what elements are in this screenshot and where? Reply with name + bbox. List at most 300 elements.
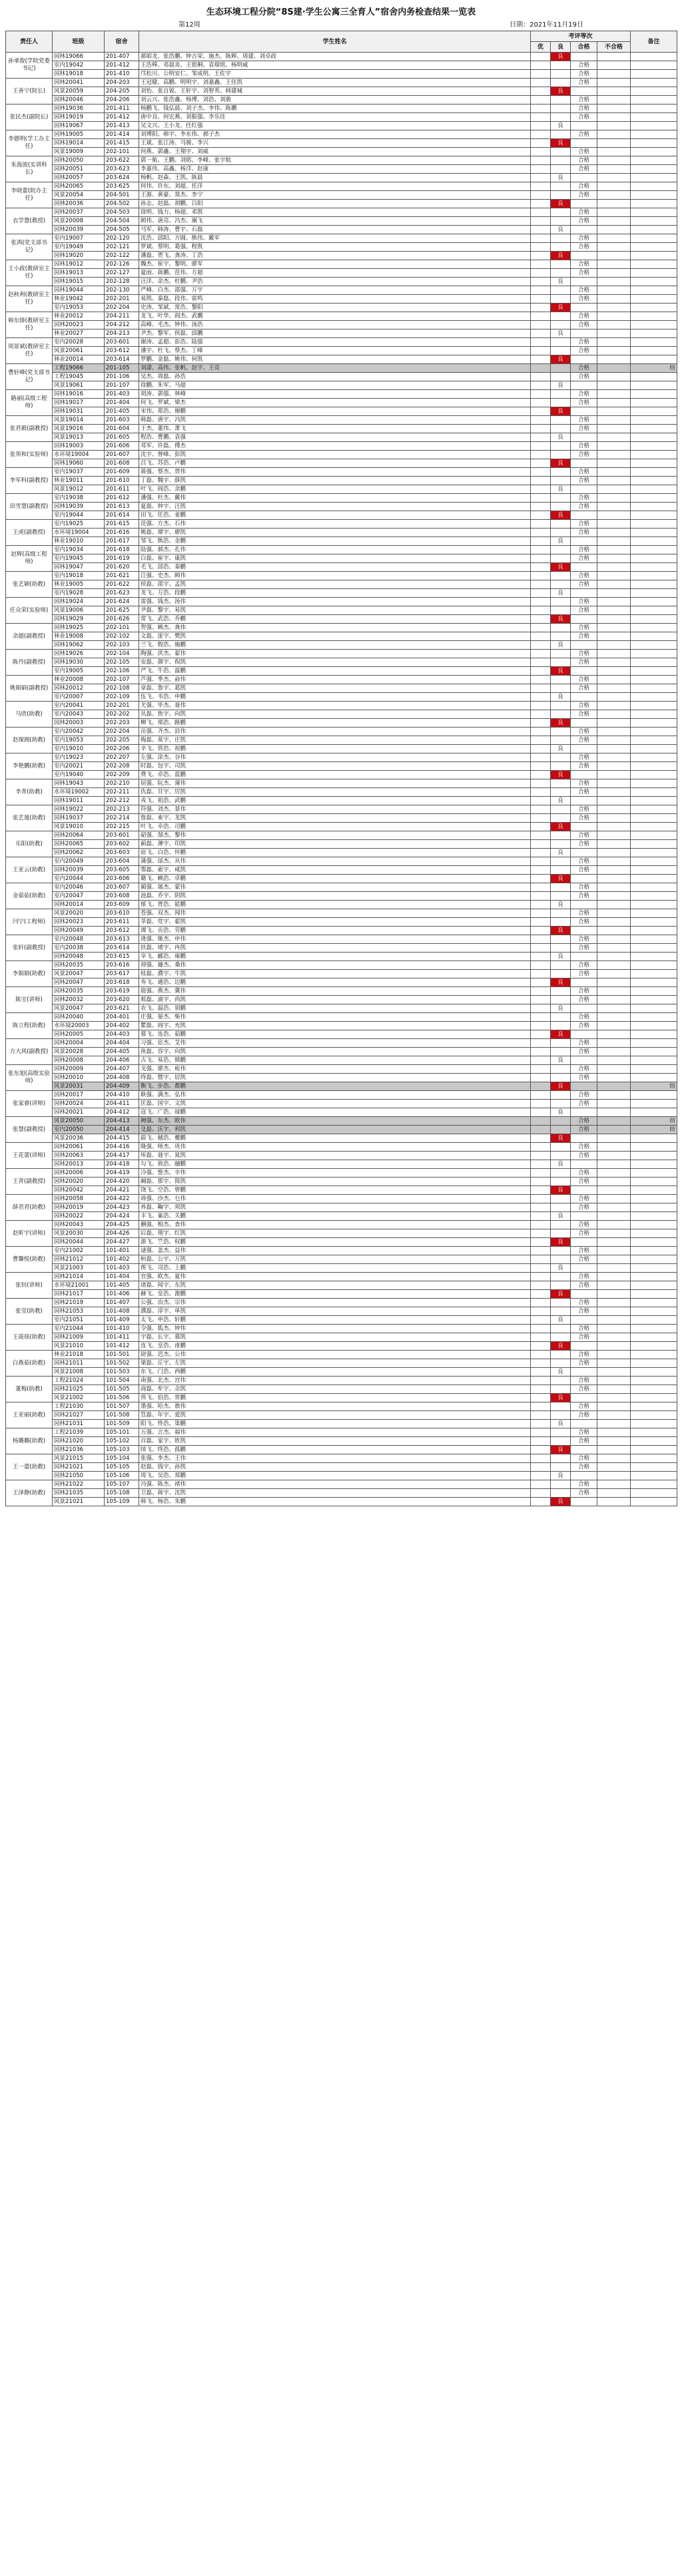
rating-cell [531,329,551,338]
note-cell [631,355,677,364]
table-row [6,1247,677,1255]
rating-cell [531,1411,551,1420]
table-row [6,615,677,624]
class-cell: 园林19047 [53,563,105,572]
dorm-cell: 201-610 [105,477,139,485]
rating-cell [531,373,551,381]
table-row [6,182,677,191]
class-cell: 园林19003 [53,442,105,451]
dorm-cell: 201-615 [105,520,139,529]
table-row [6,1385,677,1394]
members-cell: 文磊、庞宇、樊凯 [139,632,531,641]
table-row [6,1178,677,1186]
rating-cell [531,1342,551,1351]
note-cell [631,390,677,399]
rating-cell [531,269,551,278]
rating-cell: 合格 [571,710,597,719]
rating-cell: 合格 [571,753,597,762]
table-row [6,857,677,866]
dorm-cell: 203-602 [105,840,139,849]
table-row [6,883,677,892]
rating-cell [597,1264,631,1273]
table-row [6,797,677,805]
responsible-person: 王小政(教研室主任) [6,260,53,286]
class-cell: 水环境20003 [53,1022,105,1030]
dorm-cell: 203-621 [105,1004,139,1013]
rating-cell [551,831,571,840]
class-cell: 园林20023 [53,321,105,329]
rating-cell [551,866,571,875]
rating-cell [551,840,571,849]
rating-cell [597,1186,631,1195]
rating-cell [597,1463,631,1472]
rating-cell [551,883,571,892]
class-cell: 园林20021 [53,1108,105,1117]
members-cell: 杨鹏飞、钱弘晨、刘子杰、李伟、陈鹏 [139,105,531,113]
rating-cell: 合格 [571,1100,597,1108]
rating-cell [551,987,571,996]
rating-cell: 良 [551,511,571,520]
rating-cell [531,598,551,606]
table-row [6,1316,677,1325]
dorm-cell: 201-618 [105,546,139,554]
table-row [6,1048,677,1056]
note-cell [631,866,677,875]
note-cell [631,148,677,156]
rating-cell: 合格 [571,918,597,927]
rating-cell [597,702,631,710]
dorm-cell: 204-405 [105,1048,139,1056]
table-row [6,1117,677,1126]
note-cell [631,658,677,667]
responsible-person: 张鸿(党支部书记) [6,234,53,260]
dorm-cell: 201-619 [105,554,139,563]
rating-cell: 合格 [571,503,597,511]
dorm-cell: 101-401 [105,1247,139,1255]
rating-cell [531,165,551,174]
note-cell [631,1281,677,1290]
rating-cell: 良 [551,1368,571,1377]
dorm-cell: 101-509 [105,1420,139,1428]
note-cell [631,1420,677,1428]
table-row [6,632,677,641]
members-cell: 韶强、郜杰、黎伟 [139,831,531,840]
table-row [6,1082,677,1091]
table-row [6,1030,677,1039]
table-row [6,425,677,433]
rating-cell [551,632,571,641]
rating-cell [551,390,571,399]
dorm-cell: 204-407 [105,1065,139,1074]
table-row [6,156,677,165]
rating-cell: 良 [551,1186,571,1195]
note-cell [631,788,677,797]
rating-cell: 合格 [571,1048,597,1056]
members-cell: 苍强、双杰、闻伟 [139,909,531,918]
table-row [6,1255,677,1264]
rating-cell: 合格 [571,96,597,105]
dorm-cell: 201-412 [105,61,139,70]
dorm-cell: 204-203 [105,79,139,87]
note-cell [631,53,677,61]
rating-cell [531,226,551,234]
responsible-person: 韩东锋(教研室主任) [6,312,53,338]
members-cell: 夏雨、蒋鹏、范伟、方超 [139,269,531,278]
note-cell [631,451,677,459]
rating-cell [551,658,571,667]
class-cell: 园林21021 [53,1463,105,1472]
rating-cell [571,1212,597,1221]
dorm-cell: 202-105 [105,658,139,667]
dorm-cell: 203-601 [105,338,139,347]
members-cell: 何飞、罗斌、梁杰 [139,399,531,407]
dorm-cell: 101-405 [105,1281,139,1290]
members-cell: 衡飞、步浩、都鹏 [139,1082,531,1091]
table-row [6,1307,677,1316]
rating-cell [597,1126,631,1134]
note-cell [631,381,677,390]
note-cell [631,1048,677,1056]
members-cell: 赫飞、皇浩、澹鹏 [139,1290,531,1299]
rating-cell [531,347,551,355]
members-cell: 古飞、易浩、慎鹏 [139,1056,531,1065]
dorm-cell: 101-504 [105,1377,139,1385]
class-cell: 水环境19002 [53,788,105,797]
class-cell: 风景21021 [53,1498,105,1506]
rating-cell: 良 [551,1472,571,1480]
rating-cell [551,165,571,174]
rating-cell [597,373,631,381]
rating-cell [531,1472,551,1480]
dorm-cell: 204-212 [105,321,139,329]
dorm-cell: 202-209 [105,771,139,779]
dorm-cell: 201-411 [105,105,139,113]
rating-cell [571,511,597,520]
rating-cell [531,788,551,797]
table-row [6,442,677,451]
rating-cell [531,944,551,953]
rating-cell [597,1437,631,1446]
class-cell: 室内20047 [53,892,105,901]
members-cell: 莘磊、党宇、翟凯 [139,918,531,927]
class-cell: 园林19011 [53,797,105,805]
rating-cell: 合格 [571,805,597,814]
rating-cell [531,312,551,321]
class-cell: 工程21039 [53,1428,105,1437]
table-row [6,70,677,79]
members-cell: 龙飞、叶华、阎杰、武鹏 [139,312,531,321]
note-cell [631,1264,677,1273]
responsible-person: 张钊(讲师) [6,1273,53,1299]
table-row [6,762,677,771]
note-cell [631,1385,677,1394]
note-cell [631,944,677,953]
note-cell [631,953,677,961]
note-cell [631,1030,677,1039]
rating-cell [597,1039,631,1048]
rating-cell: 良 [551,87,571,96]
table-row [6,1281,677,1290]
rating-cell [531,174,551,182]
responsible-person: 王青(副教授) [6,1169,53,1195]
members-cell: 蓟磊、薄宇、印凯 [139,840,531,849]
rating-cell [531,684,551,693]
rating-cell [531,390,551,399]
dorm-cell: 105-104 [105,1454,139,1463]
rating-cell [551,1402,571,1411]
note-cell [631,1437,677,1446]
members-cell: 王浩棒、邓晨炎、王铭桐、袁瑞铭、杨明威 [139,61,531,70]
note-cell [631,753,677,762]
members-cell: 龙飞、万浩、段鹏 [139,589,531,598]
rating-cell [597,139,631,148]
rating-cell [597,1368,631,1377]
members-cell: 习强、宦杰、艾伟 [139,1039,531,1048]
responsible-person: 赵秋利(教研室主任) [6,286,53,312]
rating-cell [531,1273,551,1281]
table-row [6,399,677,407]
rating-cell: 良 [551,745,571,753]
table-row [6,598,677,606]
rating-cell [531,260,551,269]
note-cell [631,252,677,260]
dorm-cell: 204-211 [105,312,139,321]
class-cell: 林业19008 [53,632,105,641]
class-cell: 园林20065 [53,182,105,191]
members-cell: 罗鹏、金磊、姚伟、何凯 [139,355,531,364]
dorm-cell: 202-215 [105,823,139,831]
dorm-cell: 202-205 [105,736,139,745]
rating-cell [597,1290,631,1299]
table-row [6,529,677,537]
class-cell: 园林20012 [53,684,105,693]
table-row [6,1022,677,1030]
responsible-person: 曹轩峰(党支部书记) [6,364,53,390]
members-cell: 令强、狐杰、钟伟 [139,1325,531,1333]
rating-cell [571,53,597,61]
class-cell: 风景19014 [53,416,105,425]
rating-cell [531,589,551,598]
rating-cell [597,182,631,191]
date-label: 日期：2021年11月19日 [510,21,583,29]
dorm-cell: 201-606 [105,442,139,451]
rating-cell: 合格 [571,468,597,477]
note-cell [631,260,677,269]
rating-cell [531,1420,551,1428]
rating-cell [597,693,631,702]
table-row [6,347,677,355]
members-cell: 潘磊、贺飞、龚涛、丁浩 [139,252,531,260]
col-rating-pass: 合格 [571,42,597,53]
responsible-person: 张家睿(讲师) [6,1091,53,1117]
rating-cell: 合格 [571,295,597,304]
table-row [6,996,677,1004]
note-cell [631,1091,677,1100]
table-row [6,944,677,953]
class-cell: 园林20003 [53,719,105,728]
table-row [6,1498,677,1506]
members-cell: 邓军、许磊、傅杰 [139,442,531,451]
rating-cell [551,1221,571,1229]
dorm-cell: 204-406 [105,1056,139,1065]
dorm-cell: 201-414 [105,130,139,139]
rating-cell: 合格 [571,840,597,849]
rating-cell [571,200,597,208]
members-cell: 罗斌、蔡明、葛强、程凯 [139,243,531,252]
dorm-cell: 201-405 [105,407,139,416]
dorm-cell: 201-622 [105,580,139,589]
rating-cell [531,208,551,217]
rating-cell [597,823,631,831]
table-row [6,390,677,399]
rating-cell [597,1273,631,1281]
table-row [6,849,677,857]
note-cell [631,243,677,252]
col-note: 备注 [631,31,677,53]
rating-cell [531,1290,551,1299]
rating-cell [531,1307,551,1316]
class-cell: 园林21022 [53,1480,105,1489]
rating-cell [551,1351,571,1359]
rating-cell [531,849,551,857]
rating-cell [597,390,631,399]
responsible-person: 张莹(助教) [6,1299,53,1325]
responsible-person: 田雪慧(副教授) [6,494,53,520]
rating-cell [571,355,597,364]
note-cell: 纺 [631,1126,677,1134]
note-cell [631,823,677,831]
class-cell: 室内19007 [53,234,105,243]
class-cell: 风景20030 [53,1229,105,1238]
class-cell: 园林19012 [53,260,105,269]
rating-cell [571,1264,597,1273]
rating-cell [531,1108,551,1117]
members-cell: 辛飞、管浩、祝鹏 [139,745,531,753]
table-row [6,295,677,304]
rating-cell [551,624,571,632]
table-row [6,1013,677,1022]
rating-cell [551,373,571,381]
rating-cell [551,1178,571,1186]
rating-cell [531,970,551,978]
dorm-cell: 201-107 [105,381,139,390]
dorm-cell: 204-419 [105,1169,139,1178]
rating-cell: 良 [551,355,571,364]
responsible-person: 张艺晟(助教) [6,805,53,831]
rating-cell [551,1437,571,1446]
members-cell: 厍磊、聂宇、晁凯 [139,1152,531,1160]
note-cell [631,174,677,182]
rating-cell [597,234,631,243]
responsible-person: 王瑶瑶(助教) [6,1325,53,1351]
members-cell: 谢涛、孟超、彭浩、陆强 [139,338,531,347]
table-row [6,139,677,148]
members-cell: 江强、史杰、顾伟 [139,572,531,580]
class-cell: 园林19044 [53,286,105,295]
rating-cell [597,1091,631,1100]
rating-cell: 合格 [571,61,597,70]
note-cell [631,650,677,658]
table-row [6,278,677,286]
rating-cell [597,728,631,736]
members-cell: 蒯强、相杰、查伟 [139,1221,531,1229]
note-cell [631,779,677,788]
rating-cell: 合格 [571,1195,597,1203]
class-cell: 园林19015 [53,278,105,286]
rating-cell [531,217,551,226]
class-cell: 室内20038 [53,944,105,953]
dorm-cell: 202-109 [105,693,139,702]
rating-cell: 良 [551,849,571,857]
rating-cell [531,624,551,632]
note-cell [631,554,677,563]
members-cell: 籍飞、赖浩、卓鹏 [139,875,531,883]
class-cell: 风景21003 [53,1264,105,1273]
rating-cell [551,1143,571,1152]
rating-cell: 合格 [571,1143,597,1152]
rating-cell: 良 [551,797,571,805]
rating-cell [597,1446,631,1454]
table-row [6,174,677,182]
class-cell: 园林20049 [53,927,105,935]
rating-cell [597,1385,631,1394]
rating-cell [597,442,631,451]
rating-cell: 合格 [571,1411,597,1420]
rating-cell: 良 [551,226,571,234]
dorm-cell: 203-611 [105,918,139,927]
class-cell: 风景19013 [53,433,105,442]
rating-cell [597,53,631,61]
rating-cell [597,260,631,269]
dorm-cell: 201-614 [105,511,139,520]
class-cell: 风景19061 [53,381,105,390]
rating-cell [597,1316,631,1325]
table-row [6,1394,677,1402]
rating-cell [597,1255,631,1264]
class-cell: 室内19028 [53,589,105,598]
rating-cell [551,702,571,710]
rating-cell: 合格 [571,546,597,554]
note-cell [631,771,677,779]
responsible-person: 李德明(学工办主任) [6,130,53,156]
rating-cell: 良 [551,1056,571,1065]
rating-cell: 合格 [571,217,597,226]
note-cell [631,217,677,226]
rating-cell [597,736,631,745]
rating-cell: 合格 [571,883,597,892]
class-cell: 室内21002 [53,1247,105,1255]
class-cell: 风景20059 [53,87,105,96]
responsible-person: 张慧(副教授) [6,1117,53,1143]
class-cell: 室内19044 [53,511,105,520]
rating-cell: 合格 [571,113,597,122]
rating-cell [597,1169,631,1178]
rating-cell [531,779,551,788]
rating-cell [571,901,597,909]
rating-cell [531,416,551,425]
col-responsible: 责任人 [6,31,53,53]
table-row [6,728,677,736]
class-cell: 室内19049 [53,243,105,252]
class-cell: 风景21008 [53,1368,105,1377]
rating-cell [531,554,551,563]
members-cell: 程浩、曹鹏、袁强 [139,433,531,442]
rating-cell: 合格 [571,1247,597,1255]
table-row [6,546,677,554]
note-cell [631,632,677,641]
rating-cell [571,1238,597,1247]
rating-cell [551,1048,571,1056]
